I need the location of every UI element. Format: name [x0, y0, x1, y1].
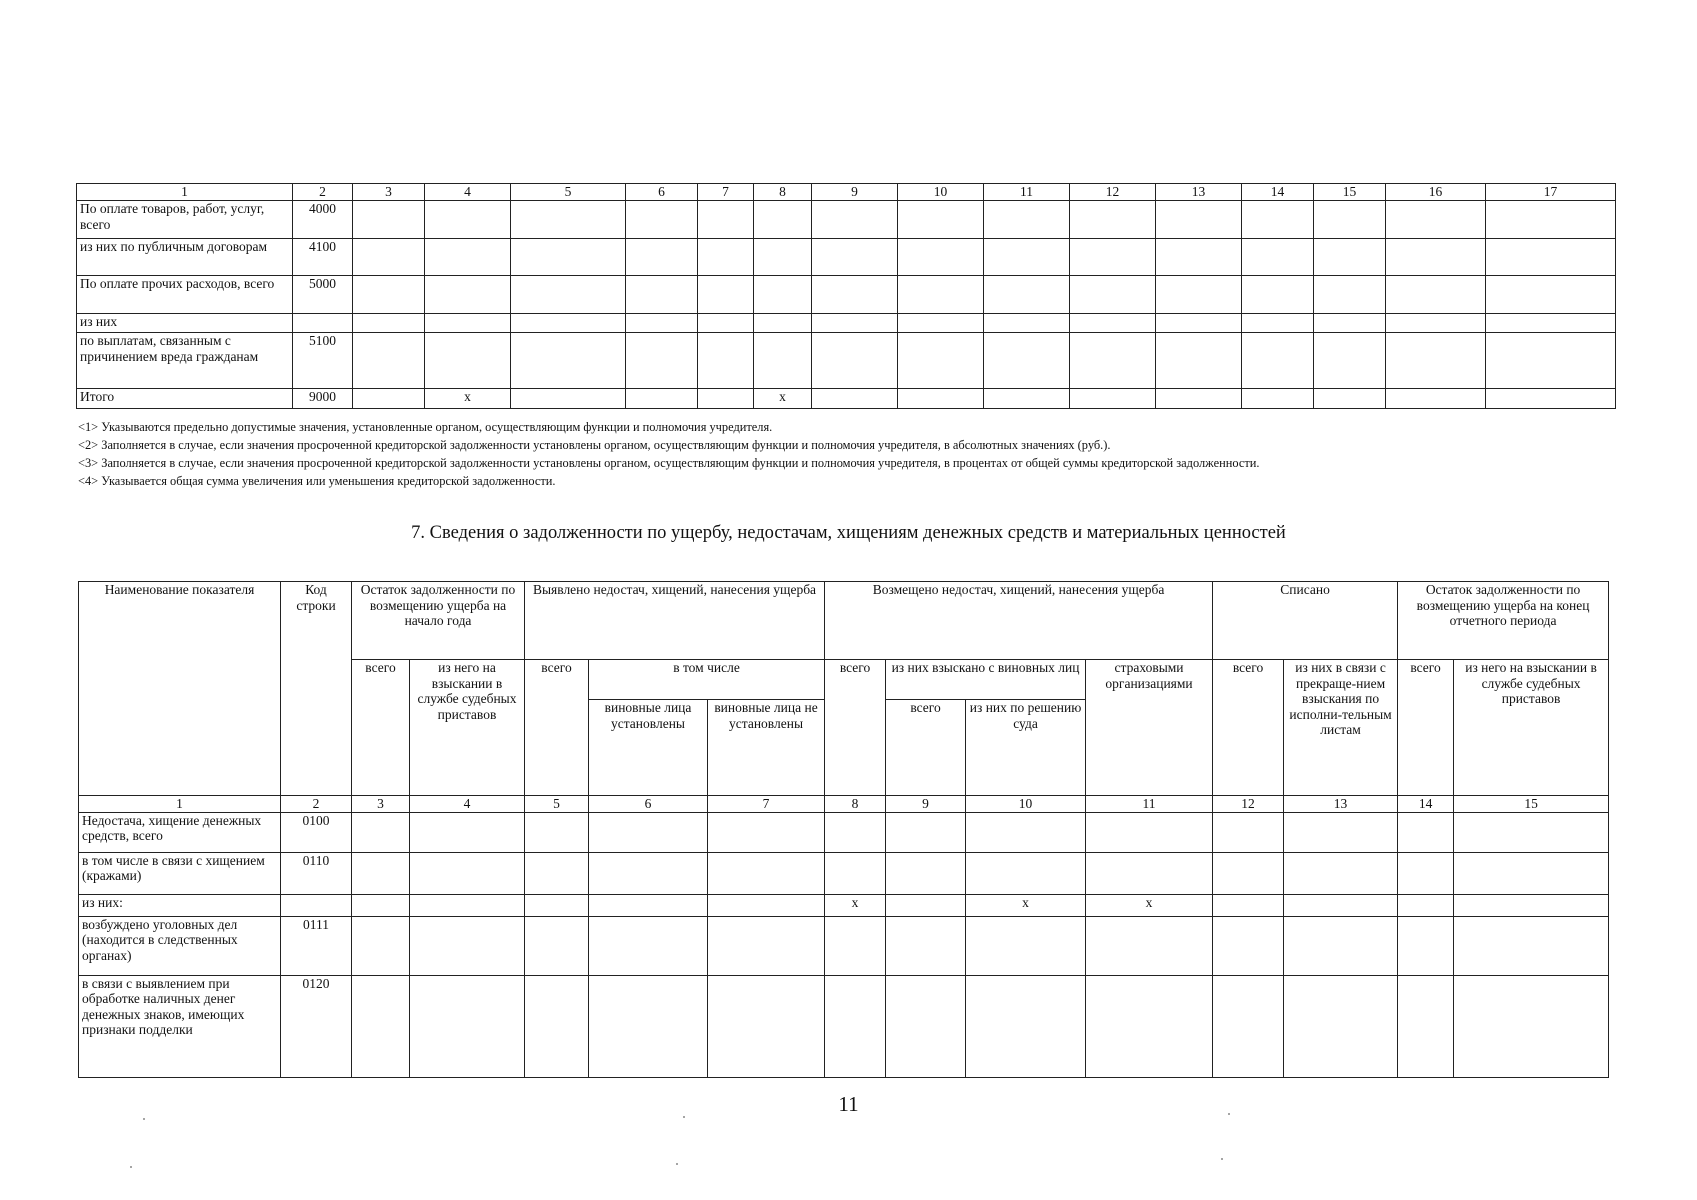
- value-cell: [353, 388, 425, 408]
- scan-speck: [1221, 1158, 1223, 1160]
- value-cell: [353, 313, 425, 332]
- header-wo-stopped: из них в связи с прекраще-нием взыскания по исполни-тельным листам: [1284, 660, 1398, 796]
- value-cell: x: [966, 894, 1086, 916]
- value-cell: [1156, 388, 1242, 408]
- value-cell: [1086, 812, 1213, 852]
- value-cell: [708, 916, 825, 975]
- header-end-balance: Остаток задолженности по возмещению ущерба на конец отчетного периода: [1398, 582, 1609, 660]
- value-cell: [353, 238, 425, 275]
- value-cell: [886, 852, 966, 894]
- footnote: <1> Указываются предельно допустимые значения, установленные органом, осуществляющим функции и полномочия учредителя.: [78, 420, 773, 434]
- value-cell: [1156, 313, 1242, 332]
- row-label: из них: [77, 313, 293, 332]
- value-cell: [1386, 238, 1486, 275]
- col-number: 6: [626, 184, 698, 201]
- value-cell: [589, 894, 708, 916]
- header-end-bailiffs: из него на взыскании в службе судебных приставов: [1454, 660, 1609, 796]
- row-label: из них по публичным договорам: [77, 238, 293, 275]
- value-cell: [984, 388, 1070, 408]
- value-cell: [898, 200, 984, 238]
- value-cell: [1314, 275, 1386, 313]
- scan-speck: [683, 1116, 685, 1118]
- value-cell: [886, 894, 966, 916]
- value-cell: [1070, 313, 1156, 332]
- col-number: 14: [1398, 796, 1454, 813]
- col-number: 10: [898, 184, 984, 201]
- value-cell: [966, 916, 1086, 975]
- value-cell: [754, 275, 812, 313]
- value-cell: [1242, 200, 1314, 238]
- value-cell: [626, 238, 698, 275]
- value-cell: [425, 238, 511, 275]
- value-cell: [410, 812, 525, 852]
- value-cell: [425, 200, 511, 238]
- value-cell: [708, 812, 825, 852]
- scan-speck: [130, 1166, 132, 1168]
- value-cell: [708, 894, 825, 916]
- col-number: 8: [754, 184, 812, 201]
- table1-row: [77, 313, 1616, 332]
- value-cell: [1486, 275, 1616, 313]
- value-cell: [1242, 332, 1314, 388]
- header-reimbursed: Возмещено недостач, хищений, нанесения ущерба: [825, 582, 1213, 660]
- value-cell: [1386, 388, 1486, 408]
- value-cell: [984, 238, 1070, 275]
- value-cell: [1070, 238, 1156, 275]
- value-cell: [1086, 975, 1213, 1077]
- header-end-total: всего: [1398, 660, 1454, 796]
- value-cell: [1284, 852, 1398, 894]
- value-cell: [966, 975, 1086, 1077]
- value-cell: [511, 275, 626, 313]
- value-cell: [1070, 200, 1156, 238]
- value-cell: [1156, 238, 1242, 275]
- value-cell: [525, 812, 589, 852]
- value-cell: [1086, 852, 1213, 894]
- row-code: 0110: [281, 852, 352, 894]
- value-cell: [1242, 275, 1314, 313]
- value-cell: [1242, 313, 1314, 332]
- value-cell: [352, 894, 410, 916]
- value-cell: [626, 200, 698, 238]
- col-number: 1: [77, 184, 293, 201]
- value-cell: [698, 313, 754, 332]
- value-cell: [410, 894, 525, 916]
- value-cell: [898, 388, 984, 408]
- value-cell: [425, 332, 511, 388]
- value-cell: [1454, 852, 1609, 894]
- value-cell: [353, 332, 425, 388]
- value-cell: [626, 388, 698, 408]
- value-cell: [1398, 894, 1454, 916]
- value-cell: [511, 313, 626, 332]
- row-label: Недостача, хищение денежных средств, всего: [79, 812, 281, 852]
- value-cell: [984, 332, 1070, 388]
- table2-row: [79, 894, 1609, 916]
- value-cell: [511, 388, 626, 408]
- value-cell: [352, 852, 410, 894]
- value-cell: [812, 332, 898, 388]
- header-guilty-unknown: виновные лица не установлены: [708, 700, 825, 796]
- col-number: 17: [1486, 184, 1616, 201]
- value-cell: [1486, 388, 1616, 408]
- value-cell: [1386, 200, 1486, 238]
- row-code: 4000: [293, 200, 353, 238]
- col-number: 9: [812, 184, 898, 201]
- value-cell: [1284, 975, 1398, 1077]
- row-code: 5100: [293, 332, 353, 388]
- value-cell: [1213, 812, 1284, 852]
- col-number: 7: [708, 796, 825, 813]
- col-number: 5: [511, 184, 626, 201]
- table2-row: [79, 812, 1609, 852]
- value-cell: [898, 238, 984, 275]
- value-cell: [698, 388, 754, 408]
- value-cell: [353, 275, 425, 313]
- value-cell: [966, 812, 1086, 852]
- value-cell: [698, 275, 754, 313]
- value-cell: [708, 975, 825, 1077]
- damages-table: [78, 581, 1609, 1078]
- value-cell: [966, 852, 1086, 894]
- value-cell: [1284, 916, 1398, 975]
- col-number: 2: [281, 796, 352, 813]
- row-label: По оплате товаров, работ, услуг, всего: [77, 200, 293, 238]
- value-cell: [825, 916, 886, 975]
- header-insurers: страховыми организациями: [1086, 660, 1213, 796]
- value-cell: [525, 916, 589, 975]
- value-cell: [898, 313, 984, 332]
- value-cell: [511, 200, 626, 238]
- col-number: 11: [984, 184, 1070, 201]
- value-cell: [1454, 812, 1609, 852]
- row-code: [281, 894, 352, 916]
- col-number: 4: [410, 796, 525, 813]
- table2-row: [79, 852, 1609, 894]
- value-cell: [425, 313, 511, 332]
- header-found: Выявлено недостач, хищений, нанесения ущерба: [525, 582, 825, 660]
- scan-speck: [1228, 1113, 1230, 1115]
- value-cell: [626, 275, 698, 313]
- value-cell: [1284, 812, 1398, 852]
- value-cell: [1386, 275, 1486, 313]
- col-number: 13: [1284, 796, 1398, 813]
- col-number: 15: [1454, 796, 1609, 813]
- table2-row: [79, 916, 1609, 975]
- value-cell: [698, 238, 754, 275]
- value-cell: [425, 275, 511, 313]
- value-cell: [754, 332, 812, 388]
- table1-row: [77, 388, 1616, 408]
- value-cell: [1070, 332, 1156, 388]
- header-guilty-known: виновные лица установлены: [589, 700, 708, 796]
- value-cell: [1486, 238, 1616, 275]
- table1-row: [77, 200, 1616, 238]
- value-cell: [898, 275, 984, 313]
- value-cell: [1486, 200, 1616, 238]
- col-number: 4: [425, 184, 511, 201]
- value-cell: x: [825, 894, 886, 916]
- value-cell: [754, 313, 812, 332]
- table1-column-numbers: [77, 184, 1616, 201]
- footnotes: [78, 418, 1638, 490]
- value-cell: [511, 238, 626, 275]
- section-title: 7. Сведения о задолженности по ущербу, недостачам, хищениям денежных средств и материальных ценностей: [411, 523, 1286, 543]
- table2-row: [79, 975, 1609, 1077]
- value-cell: [1156, 200, 1242, 238]
- value-cell: [886, 812, 966, 852]
- value-cell: [1213, 852, 1284, 894]
- header-found-total: всего: [525, 660, 589, 796]
- table1-row: [77, 238, 1616, 275]
- col-number: 12: [1070, 184, 1156, 201]
- table1-row: [77, 275, 1616, 313]
- header-row-1: [79, 582, 1609, 660]
- row-label: Итого: [77, 388, 293, 408]
- value-cell: [886, 975, 966, 1077]
- row-label: по выплатам, связанным с причинением вреда гражданам: [77, 332, 293, 388]
- value-cell: x: [1086, 894, 1213, 916]
- value-cell: [1070, 388, 1156, 408]
- col-number: 8: [825, 796, 886, 813]
- col-number: 16: [1386, 184, 1486, 201]
- header-by-court: из них по решению суда: [966, 700, 1086, 796]
- footnote: <4> Указывается общая сумма увеличения или уменьшения кредиторской задолженности.: [78, 474, 556, 488]
- value-cell: [708, 852, 825, 894]
- value-cell: [1454, 894, 1609, 916]
- value-cell: [984, 275, 1070, 313]
- value-cell: [1242, 238, 1314, 275]
- value-cell: [410, 916, 525, 975]
- value-cell: [525, 852, 589, 894]
- value-cell: [1486, 332, 1616, 388]
- table2-column-numbers: [79, 796, 1609, 813]
- col-number: 5: [525, 796, 589, 813]
- value-cell: [589, 852, 708, 894]
- value-cell: [589, 975, 708, 1077]
- row-code: 5000: [293, 275, 353, 313]
- header-from-guilty-total: всего: [886, 700, 966, 796]
- value-cell: [1314, 200, 1386, 238]
- value-cell: [525, 975, 589, 1077]
- value-cell: [1398, 916, 1454, 975]
- value-cell: [1070, 275, 1156, 313]
- value-cell: [984, 200, 1070, 238]
- header-start-balance: Остаток задолженности по возмещению ущерба на начало года: [352, 582, 525, 660]
- row-code: 4100: [293, 238, 353, 275]
- col-number: 11: [1086, 796, 1213, 813]
- value-cell: [1398, 975, 1454, 1077]
- value-cell: [825, 812, 886, 852]
- value-cell: [1314, 238, 1386, 275]
- col-number: 15: [1314, 184, 1386, 201]
- row-code: 0111: [281, 916, 352, 975]
- value-cell: [825, 852, 886, 894]
- header-name: Наименование показателя: [79, 582, 281, 796]
- value-cell: [626, 313, 698, 332]
- col-number: 7: [698, 184, 754, 201]
- header-found-incl: в том числе: [589, 660, 825, 700]
- header-written-off: Списано: [1213, 582, 1398, 660]
- value-cell: [353, 200, 425, 238]
- header-start-total: всего: [352, 660, 410, 796]
- row-code: 9000: [293, 388, 353, 408]
- col-number: 9: [886, 796, 966, 813]
- value-cell: [1454, 916, 1609, 975]
- col-number: 3: [353, 184, 425, 201]
- footnote: <2> Заполняется в случае, если значения просроченной кредиторской задолженности установлены органом, осуществляющим функции и полномочия учредителя, в абсолютных значениях (руб.).: [78, 438, 1111, 452]
- value-cell: [352, 812, 410, 852]
- value-cell: [898, 332, 984, 388]
- row-code: 0120: [281, 975, 352, 1077]
- col-number: 14: [1242, 184, 1314, 201]
- value-cell: [754, 238, 812, 275]
- value-cell: [1156, 332, 1242, 388]
- value-cell: [410, 975, 525, 1077]
- value-cell: [352, 916, 410, 975]
- value-cell: [698, 200, 754, 238]
- value-cell: [1213, 894, 1284, 916]
- value-cell: [525, 894, 589, 916]
- value-cell: [1454, 975, 1609, 1077]
- scan-speck: [676, 1163, 678, 1165]
- value-cell: [812, 238, 898, 275]
- value-cell: [1398, 812, 1454, 852]
- value-cell: [1213, 975, 1284, 1077]
- value-cell: [1398, 852, 1454, 894]
- row-label: По оплате прочих расходов, всего: [77, 275, 293, 313]
- value-cell: [626, 332, 698, 388]
- value-cell: [511, 332, 626, 388]
- value-cell: x: [425, 388, 511, 408]
- value-cell: [410, 852, 525, 894]
- value-cell: [1213, 916, 1284, 975]
- row-code: [293, 313, 353, 332]
- value-cell: [1242, 388, 1314, 408]
- col-number: 6: [589, 796, 708, 813]
- row-label: возбуждено уголовных дел (находится в следственных органах): [79, 916, 281, 975]
- header-from-guilty: из них взыскано с виновных лиц: [886, 660, 1086, 700]
- col-number: 10: [966, 796, 1086, 813]
- value-cell: [984, 313, 1070, 332]
- value-cell: [1284, 894, 1398, 916]
- table1-row: [77, 332, 1616, 388]
- value-cell: [1386, 332, 1486, 388]
- scan-speck: [143, 1118, 145, 1120]
- value-cell: [825, 975, 886, 1077]
- value-cell: [698, 332, 754, 388]
- value-cell: [812, 313, 898, 332]
- value-cell: [1156, 275, 1242, 313]
- value-cell: [1486, 313, 1616, 332]
- header-wo-total: всего: [1213, 660, 1284, 796]
- header-code: Код строки: [281, 582, 352, 796]
- payables-table: [76, 183, 1616, 409]
- value-cell: [812, 275, 898, 313]
- header-reimb-total: всего: [825, 660, 886, 796]
- value-cell: [812, 200, 898, 238]
- value-cell: [1386, 313, 1486, 332]
- value-cell: [754, 200, 812, 238]
- footnote: <3> Заполняется в случае, если значения просроченной кредиторской задолженности установлены органом, осуществляющим функции и полномочия учредителя, в процентах от общей суммы кредиторской задолженности.: [78, 456, 1260, 470]
- value-cell: [589, 916, 708, 975]
- value-cell: x: [754, 388, 812, 408]
- value-cell: [1314, 313, 1386, 332]
- row-label: в том числе в связи с хищением (кражами): [79, 852, 281, 894]
- header-start-bailiffs: из него на взыскании в службе судебных приставов: [410, 660, 525, 796]
- value-cell: [1314, 388, 1386, 408]
- col-number: 1: [79, 796, 281, 813]
- value-cell: [589, 812, 708, 852]
- col-number: 12: [1213, 796, 1284, 813]
- col-number: 2: [293, 184, 353, 201]
- value-cell: [886, 916, 966, 975]
- value-cell: [1086, 916, 1213, 975]
- value-cell: [1314, 332, 1386, 388]
- value-cell: [812, 388, 898, 408]
- value-cell: [352, 975, 410, 1077]
- row-label: в связи с выявлением при обработке наличных денег денежных знаков, имеющих признаки подделки: [79, 975, 281, 1077]
- col-number: 3: [352, 796, 410, 813]
- row-code: 0100: [281, 812, 352, 852]
- col-number: 13: [1156, 184, 1242, 201]
- page-number: 11: [838, 1092, 859, 1116]
- row-label: из них:: [79, 894, 281, 916]
